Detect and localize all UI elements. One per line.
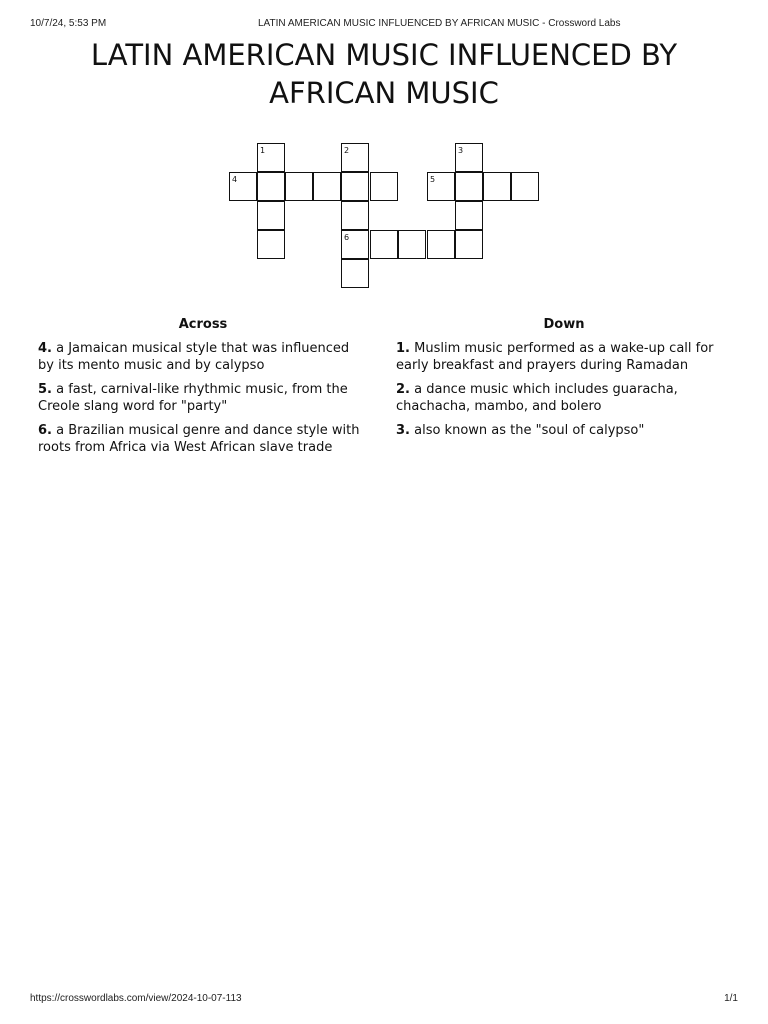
crossword-cell[interactable] bbox=[370, 230, 398, 259]
clue-item bbox=[38, 341, 368, 374]
clue-number: 4. bbox=[38, 341, 52, 356]
crossword-cell[interactable] bbox=[427, 230, 455, 259]
clue-number: 6. bbox=[38, 423, 52, 438]
crossword-cell[interactable] bbox=[511, 172, 539, 201]
clue-text: also known as the "soul of calypso" bbox=[414, 423, 645, 438]
crossword-cell[interactable] bbox=[257, 230, 285, 259]
crossword-cell[interactable] bbox=[257, 172, 285, 201]
clue-text: a fast, carnival-like rhythmic music, from the Creole slang word for "party" bbox=[38, 382, 348, 414]
clue-item bbox=[38, 382, 368, 415]
page-number: 1/1 bbox=[724, 993, 738, 1004]
print-footer bbox=[30, 993, 738, 1007]
clue-number: 2. bbox=[396, 382, 410, 397]
clue-item bbox=[396, 341, 732, 374]
clue-item bbox=[396, 423, 732, 440]
print-url: https://crosswordlabs.com/view/2024-10-07-113 bbox=[30, 993, 242, 1004]
page-title bbox=[0, 36, 768, 112]
crossword-cell[interactable] bbox=[229, 172, 257, 201]
crossword-cell[interactable] bbox=[341, 172, 369, 201]
crossword-cell[interactable] bbox=[483, 172, 511, 201]
clue-number-label: 4 bbox=[232, 175, 238, 184]
crossword-cell[interactable] bbox=[427, 172, 455, 201]
crossword-cell[interactable] bbox=[341, 230, 369, 259]
clue-text: a Brazilian musical genre and dance style with roots from Africa via West African slave trade bbox=[38, 423, 360, 455]
clue-number: 5. bbox=[38, 382, 52, 397]
crossword-cell[interactable] bbox=[455, 143, 483, 172]
across-clues bbox=[38, 316, 368, 464]
crossword-cell[interactable] bbox=[455, 172, 483, 201]
crossword-cell[interactable] bbox=[455, 230, 483, 259]
clue-number-label: 6 bbox=[344, 233, 350, 242]
clue-number-label: 1 bbox=[260, 146, 266, 155]
down-clues bbox=[396, 316, 732, 448]
clue-item bbox=[396, 382, 732, 415]
print-header bbox=[30, 18, 738, 32]
clue-number-label: 5 bbox=[430, 175, 436, 184]
crossword-cell[interactable] bbox=[341, 143, 369, 172]
down-heading: Down bbox=[543, 317, 585, 332]
crossword-cell[interactable] bbox=[257, 201, 285, 230]
clue-number-label: 2 bbox=[344, 146, 350, 155]
page-title-line-2: AFRICAN MUSIC bbox=[269, 76, 499, 110]
print-doc-title: LATIN AMERICAN MUSIC INFLUENCED BY AFRICAN MUSIC - Crossword Labs bbox=[258, 18, 621, 29]
crossword-cell[interactable] bbox=[455, 201, 483, 230]
crossword-cell[interactable] bbox=[313, 172, 341, 201]
page-title-line-1: LATIN AMERICAN MUSIC INFLUENCED BY bbox=[90, 38, 678, 72]
crossword-cell[interactable] bbox=[341, 259, 369, 288]
print-datetime: 10/7/24, 5:53 PM bbox=[30, 18, 107, 29]
clue-number: 1. bbox=[396, 341, 410, 356]
clue-text: Muslim music performed as a wake-up call for early breakfast and prayers during Ramadan bbox=[396, 341, 714, 373]
crossword-cell[interactable] bbox=[370, 172, 398, 201]
clue-number: 3. bbox=[396, 423, 410, 438]
crossword-cell[interactable] bbox=[257, 143, 285, 172]
across-heading: Across bbox=[178, 317, 228, 332]
clue-text: a Jamaican musical style that was influenced by its mento music and by calypso bbox=[38, 341, 350, 373]
clue-number-label: 3 bbox=[458, 146, 464, 155]
clue-text: a dance music which includes guaracha, chachacha, mambo, and bolero bbox=[396, 382, 678, 414]
crossword-cell[interactable] bbox=[341, 201, 369, 230]
clue-item bbox=[38, 423, 368, 456]
crossword-cell[interactable] bbox=[285, 172, 313, 201]
crossword-cell[interactable] bbox=[398, 230, 426, 259]
